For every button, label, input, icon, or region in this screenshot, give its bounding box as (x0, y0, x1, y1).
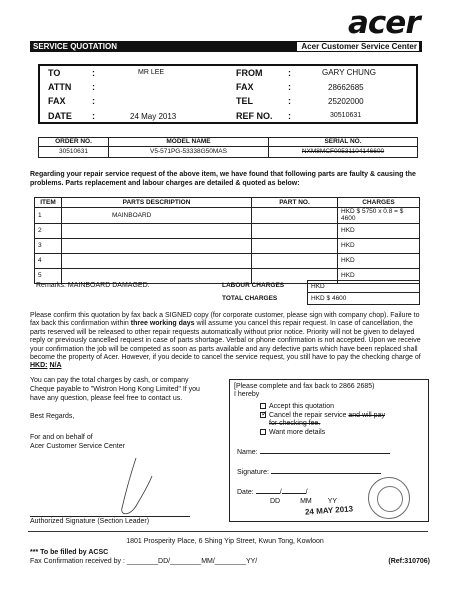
item-number: 1 (35, 208, 62, 224)
signature-row (237, 469, 424, 477)
date-value: 24 May 2013 (130, 112, 177, 121)
charges-header: CHARGES (338, 198, 420, 208)
company-stamp (368, 477, 410, 519)
item-header: ITEM (35, 198, 62, 208)
acer-logo: acer (348, 5, 420, 41)
details-label: Want more details (269, 429, 326, 437)
hkd-value: N/A (49, 362, 62, 370)
date-mm-field[interactable] (282, 493, 306, 494)
item-number: 3 (35, 238, 62, 253)
terms-paragraph (30, 312, 427, 371)
remarks-area (34, 280, 420, 306)
to-value: MR LEE (138, 69, 165, 76)
ref-label: REF NO. (236, 111, 273, 121)
terms-part-2: will assume you cancel this repair request. In case of cancellation, the parts reserved will be released to other repair requests automatically without prior notice. Priority will not be given to delayed reply or previously cancelled request in case of parts shortage. Verbal or phone confirmation is not accepted. Upon we receive your confirmation the job will be competed as soon as parts available and any defective parts which have been replaced shall become the property of Acer. However, if you decide to cancel the service request, you still have to pay the checking charge of (30, 320, 421, 361)
banner-title: SERVICE QUOTATION (33, 41, 118, 51)
fax2-value: 28662685 (328, 83, 364, 92)
payment-text: You can pay the total charges by cash, or company Cheque payable to "Wistron Hong Kong Limited" If you have any question, please feel free to contact us. (30, 377, 200, 402)
payment-info (30, 377, 200, 452)
header-box (38, 64, 418, 124)
colon: : (92, 96, 95, 106)
banner-center-name: Acer Customer Service Center (297, 42, 419, 51)
tel-value: 25202000 (328, 97, 364, 106)
dd-label: DD (270, 498, 281, 506)
tel-label: TEL (236, 96, 253, 106)
title-banner (30, 41, 422, 52)
confirmation-title: [Please complete and fax back to 2866 2685) (234, 383, 375, 390)
item-number: 5 (35, 268, 62, 283)
attn-label: ATTN (48, 82, 72, 92)
authorized-signature: Authorized Signature (Section Leader) (30, 516, 190, 526)
name-field[interactable] (260, 453, 390, 454)
date-row: Date: / / (237, 489, 308, 497)
cancel-checkbox[interactable]: ✓ (261, 409, 268, 419)
option-details[interactable] (260, 429, 424, 437)
regards-text: Best Regards, (30, 413, 75, 421)
item-description (62, 223, 252, 238)
hkd-label: HKD: (30, 362, 48, 370)
table-row (35, 223, 420, 238)
hereby-text: I hereby (234, 391, 260, 399)
items-table (34, 197, 420, 284)
signature-label: Signature: (237, 469, 269, 477)
fax-confirmation-row (30, 557, 430, 566)
table-row (35, 208, 420, 224)
order-table (38, 137, 418, 158)
date-dd-field[interactable] (256, 493, 280, 494)
item-part-no (252, 253, 338, 268)
colon: : (288, 96, 291, 106)
option-accept[interactable] (260, 403, 424, 411)
acsc-label: *** To be filled by ACSC (30, 549, 109, 556)
cancel-label: Cancel the repair service (269, 412, 349, 420)
acsc-section (30, 548, 430, 567)
details-checkbox[interactable] (260, 429, 266, 435)
behalf-text: For and on behalf of (30, 434, 93, 441)
total-value: HKD $ 4600 (308, 293, 420, 305)
mm-label: MM (300, 498, 312, 506)
item-part-no (252, 223, 338, 238)
name-row (237, 449, 424, 457)
from-value: GARY CHUNG (322, 68, 376, 77)
colon: : (288, 82, 291, 92)
name-label: Name: (237, 449, 258, 457)
item-charge: HKD $ 5750 x 0.8 = $ 4600 (338, 208, 420, 224)
cancel-label-struck: and will pay (348, 412, 385, 420)
stamp-date: 24 MAY 2013 (304, 504, 354, 517)
yy-label: YY (327, 498, 338, 506)
item-charge: HKD (338, 223, 420, 238)
colon: : (288, 111, 291, 121)
address-text: 1801 Prosperity Place, 6 Shing Yip Street, Kwun Tong, Kowloon (126, 538, 324, 545)
item-number: 2 (35, 223, 62, 238)
fax2-label: FAX (236, 82, 254, 92)
item-charge: HKD (338, 238, 420, 253)
fax-label: FAX (48, 96, 66, 106)
item-description (62, 253, 252, 268)
labour-label: LABOUR CHARGES (222, 282, 285, 289)
ref-value: 30510631 (330, 112, 362, 119)
total-label: TOTAL CHARGES (222, 295, 278, 302)
intro-text: Regarding your repair service request of the above item, we have found that following parts are faulty & causing the problems. Parts replacement and labour charges are detailed & quoted as below: (30, 171, 416, 188)
order-no-header: ORDER NO. (39, 138, 109, 147)
option-cancel[interactable] (260, 409, 424, 428)
table-row (35, 253, 420, 268)
table-row (35, 238, 420, 253)
to-label: TO (48, 68, 61, 78)
signature-field[interactable] (271, 473, 381, 474)
accept-label: Accept this quotation (269, 403, 334, 411)
description-header: PARTS DESCRIPTION (62, 198, 252, 208)
remarks-text: Remarks: MAINBOARD DAMAGED. (36, 282, 150, 289)
order-no-value: 30510631 (39, 147, 109, 158)
serial-no-header: SERIAL NO. (269, 138, 418, 147)
item-part-no (252, 208, 338, 224)
footer-divider (28, 531, 428, 532)
part-no-header: PART NO. (252, 198, 338, 208)
item-charge: HKD (338, 268, 420, 283)
date-label: DATE (48, 111, 72, 121)
colon: : (92, 111, 95, 121)
totals-table (307, 280, 420, 305)
colon: : (92, 68, 95, 78)
serial-no-value: NXM8MCF00531104146600 (269, 147, 418, 158)
terms-emphasis: three working days (130, 320, 195, 328)
item-charge: HKD (338, 253, 420, 268)
model-name-header: MODEL NAME (109, 138, 269, 147)
date-label: Date: (237, 489, 254, 497)
labour-value: HKD (308, 281, 420, 293)
cancel-fee-struck: for checking fee. (269, 420, 321, 428)
colon: : (288, 68, 291, 78)
center-name: Acer Customer Service Center (30, 442, 125, 450)
item-number: 4 (35, 253, 62, 268)
fax-confirmation-text: Fax Confirmation received by : ________DD/________MM/________YY/ (30, 558, 258, 566)
ref-bottom: (Ref:310706) (388, 558, 430, 566)
colon: : (92, 82, 95, 92)
item-part-no (252, 238, 338, 253)
terms-part-1: Please confirm this quotation by fax back a SIGNED copy (for corporate customer, please sign with company chop). Failure to fax back this confirmation within (30, 312, 420, 328)
model-name-value: V5-571PG-53338G50MAS (109, 147, 269, 158)
item-description: MAINBOARD (62, 208, 252, 224)
item-description (62, 238, 252, 253)
from-label: FROM (236, 68, 263, 78)
